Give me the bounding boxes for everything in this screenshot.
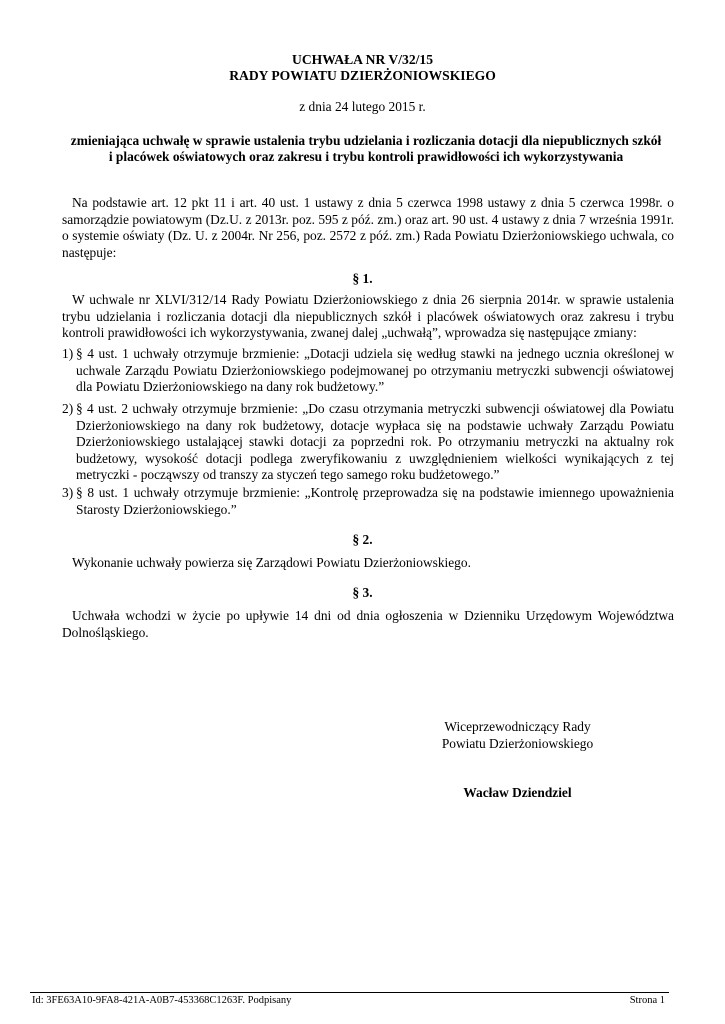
preamble-paragraph: [62, 195, 674, 261]
section-3-paragraph: [62, 608, 674, 641]
section-2-heading: § 2.: [352, 532, 373, 547]
resolution-number: UCHWAŁA NR V/32/15: [292, 52, 433, 67]
section-2-text: Wykonanie uchwały powierza się Zarządowi Powiatu Dzierżoniowskiego.: [72, 555, 471, 570]
amendment-item-text: § 4 ust. 2 uchwały otrzymuje brzmienie: „Do czasu otrzymania metryczki subwencji oświatowej dla Powiatu Dzierżoniowskiego na dany rok budżetowy, dotacje wypłaca się na podstawie uchwały Zarządu Powiatu Dzierżoniowskiego ustalającej stawki dotacji za poprzedni rok. Po otrzymaniu metryczki na aktualny rok budżetowy, wysokość dotacji podlega zweryfikowaniu z uwzględnieniem wielkości wynikających z tej metryczki - począwszy od transzy za styczeń tego samego roku budżetowego.”: [76, 401, 674, 482]
amendment-item-3: [62, 485, 674, 518]
footer-divider: [30, 992, 669, 993]
subject-line-2: i placówek oświatowych oraz zakresu i trybu kontroli prawidłowości ich wykorzystywania: [108, 148, 624, 164]
amendment-item-2: [62, 401, 674, 484]
page-number: Strona 1: [629, 995, 665, 1006]
document-id: Id: 3FE63A10-9FA8-421A-A0B7-453368C1263F. Podpisany: [32, 995, 292, 1006]
section-1-intro-text: W uchwale nr XLVI/312/14 Rady Powiatu Dzierżoniowskiego z dnia 26 sierpnia 2014r. w sprawie ustalenia trybu udzielania i rozliczania dotacji dla niepublicznych szkół i placówek oświatowych oraz zakresu i trybu kontroli prawidłowości ich wykorzystywania, zwanej dalej „uchwałą”, wprowadza się następujące zmiany:: [62, 292, 674, 340]
section-3-heading: § 3.: [352, 585, 373, 600]
amendment-item-number: 1): [62, 346, 74, 361]
document-title-block: [0, 52, 725, 83]
resolution-date: z dnia 24 lutego 2015 r.: [299, 99, 426, 114]
signature-block: [420, 719, 615, 802]
amendment-item-1: [62, 346, 674, 396]
amendment-item-text: § 8 ust. 1 uchwały otrzymuje brzmienie: „Kontrolę przeprowadza się na podstawie imiennego upoważnienia Starosty Dzierżoniowskiego.”: [76, 485, 674, 517]
section-2-paragraph: [62, 555, 674, 572]
amendment-item-text: § 4 ust. 1 uchwały otrzymuje brzmienie: „Dotacji udziela się według stawki na jednego ucznia określonej w uchwale Zarządu Powiatu Dzierżoniowskiego podejmowanej po otrzymaniu metryczki subwencji oświatowej dla Powiatu Dzierżoniowskiego na dany rok budżetowy.”: [76, 346, 674, 394]
section-1-intro: [62, 292, 674, 342]
resolution-subject: [40, 133, 692, 164]
amendment-item-number: 3): [62, 485, 74, 500]
signatory-role-line-2: Powiatu Dzierżoniowskiego: [441, 735, 594, 751]
signatory-role-line-1: Wiceprzewodniczący Rady: [444, 719, 591, 734]
section-1-heading: § 1.: [352, 271, 373, 286]
preamble-text: Na podstawie art. 12 pkt 11 i art. 40 ust. 1 ustawy z dnia 5 czerwca 1998 ustawy z dnia 5 czerwca 1998r. o samorządzie powiatowym (Dz.U. z 2013r. poz. 595 z póź. zm.) oraz art. 90 ust. 4 ustawy z dnia 7 września 1991r. o systemie oświaty (Dz. U. z 2004r. Nr 256, poz. 2572 z póź. zm.) Rada Powiatu Dzierżoniowskiego uchwala, co następuje:: [62, 195, 674, 260]
amendment-item-number: 2): [62, 401, 74, 416]
signatory-name: Wacław Dziendziel: [463, 785, 572, 800]
section-3-text: Uchwała wchodzi w życie po upływie 14 dni od dnia ogłoszenia w Dzienniku Urzędowym Województwa Dolnośląskiego.: [62, 608, 674, 640]
issuing-council: RADY POWIATU DZIERŻONIOWSKIEGO: [229, 67, 496, 83]
subject-line-1: zmieniająca uchwałę w sprawie ustalenia trybu udzielania i rozliczania dotacji dla niepublicznych szkół: [70, 133, 662, 148]
